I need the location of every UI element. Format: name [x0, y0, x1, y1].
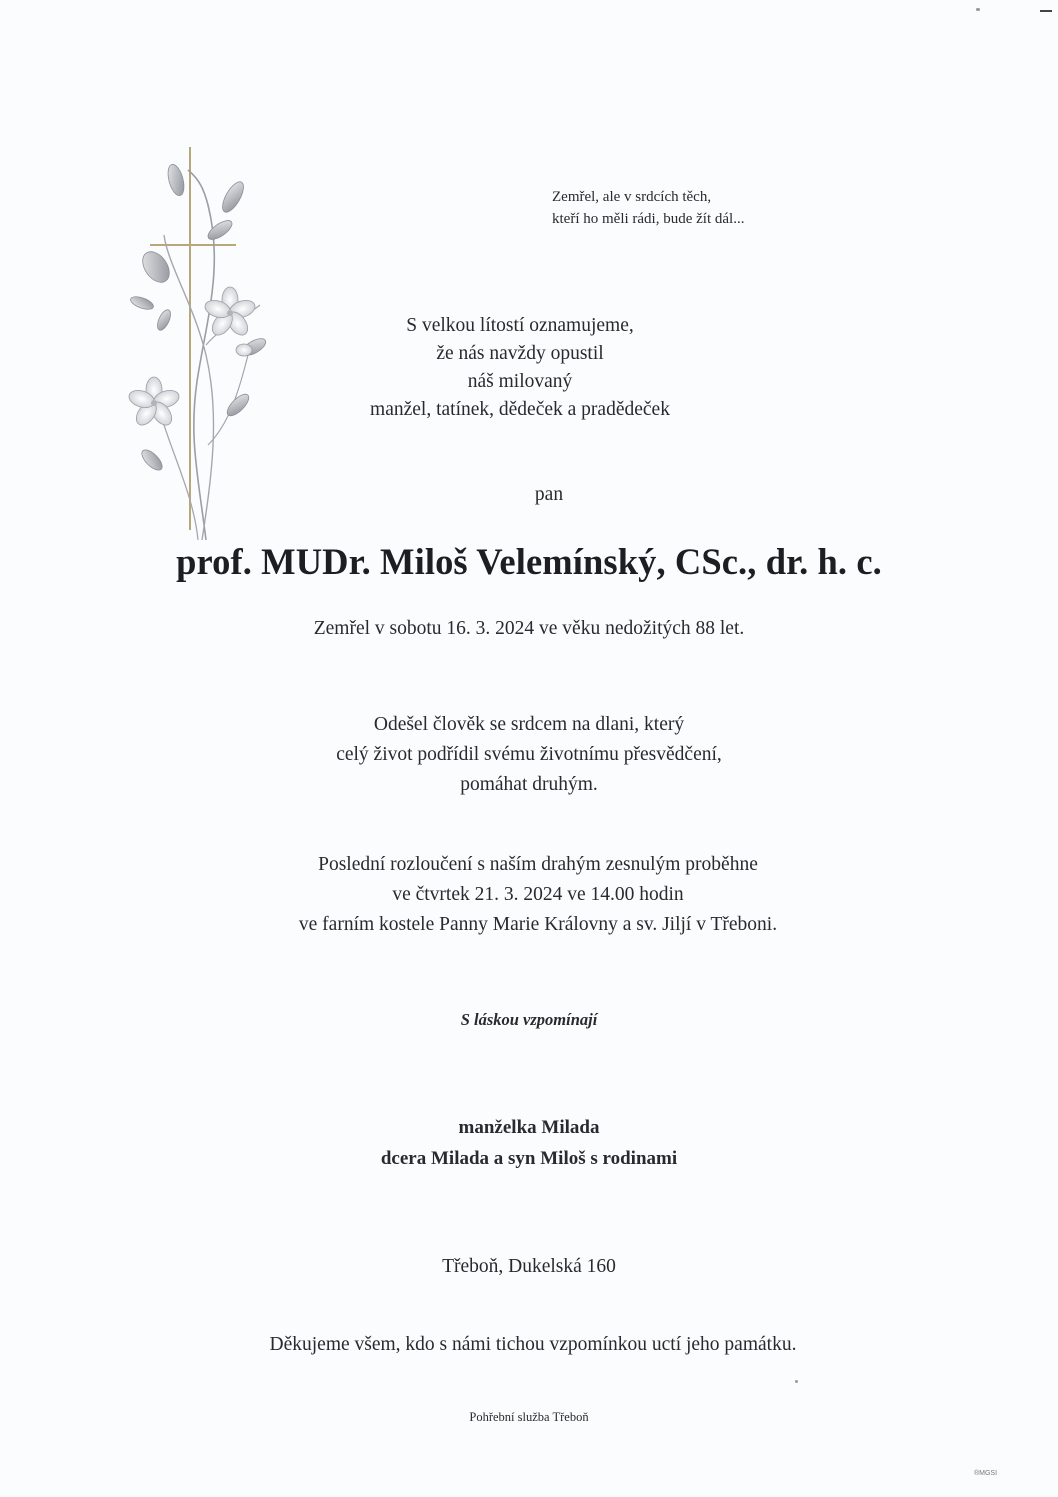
announcement-line-4: manžel, tatínek, dědeček a pradědeček — [370, 399, 670, 420]
family-address: Třeboň, Dukelská 160 — [442, 1256, 616, 1277]
motto-quote — [552, 186, 744, 230]
farewell-line-1: Poslední rozloučení s naším drahým zesnulým proběhne — [318, 854, 758, 875]
announcement-line-3: náš milovaný — [467, 371, 573, 392]
scan-corner-mark — [1040, 10, 1052, 12]
quote-line-2: celý život podřídil svému životnímu přesvědčení, — [336, 744, 722, 765]
farewell-line-2: ve čtvrtek 21. 3. 2024 ve 14.00 hodin — [392, 884, 684, 905]
scan-speck — [795, 1380, 798, 1383]
funeral-details — [0, 850, 1058, 940]
motto-line-2: kteří ho měli rádi, bude žít dál... — [552, 211, 745, 227]
signatories — [0, 1112, 1058, 1174]
scan-speck — [976, 8, 980, 11]
salutation: pan — [534, 484, 564, 505]
announcement-line-2: že nás navždy opustil — [436, 343, 604, 364]
farewell-line-3: ve farním kostele Panny Marie Královny a sv. Jiljí v Třeboni. — [298, 914, 778, 935]
death-notice: Zemřel v sobotu 16. 3. 2024 ve věku nedožitých 88 let. — [313, 618, 745, 639]
lovingly-remembered-heading: S láskou vzpomínají — [460, 1010, 598, 1029]
motto-line-1: Zemřel, ale v srdcích těch, — [552, 189, 712, 205]
undertaker-name: Pohřební služba Třeboň — [469, 1410, 589, 1424]
deceased-name: prof. MUDr. Miloš Velemínský, CSc., dr. h. c. — [176, 541, 882, 582]
tribute-quote — [0, 710, 1058, 800]
quote-line-3: pomáhat druhým. — [460, 774, 598, 795]
announcement — [300, 312, 740, 424]
signatory-line-2: dcera Milada a syn Miloš s rodinami — [380, 1148, 678, 1169]
signatory-line-1: manželka Milada — [458, 1117, 600, 1138]
quote-line-1: Odešel člověk se srdcem na dlani, který — [373, 714, 685, 735]
footer-code: ®MGSI — [974, 1470, 998, 1477]
thanks-line: Děkujeme všem, kdo s námi tichou vzpomínkou uctí jeho památku. — [269, 1334, 797, 1355]
announcement-line-1: S velkou lítostí oznamujeme, — [406, 315, 634, 336]
